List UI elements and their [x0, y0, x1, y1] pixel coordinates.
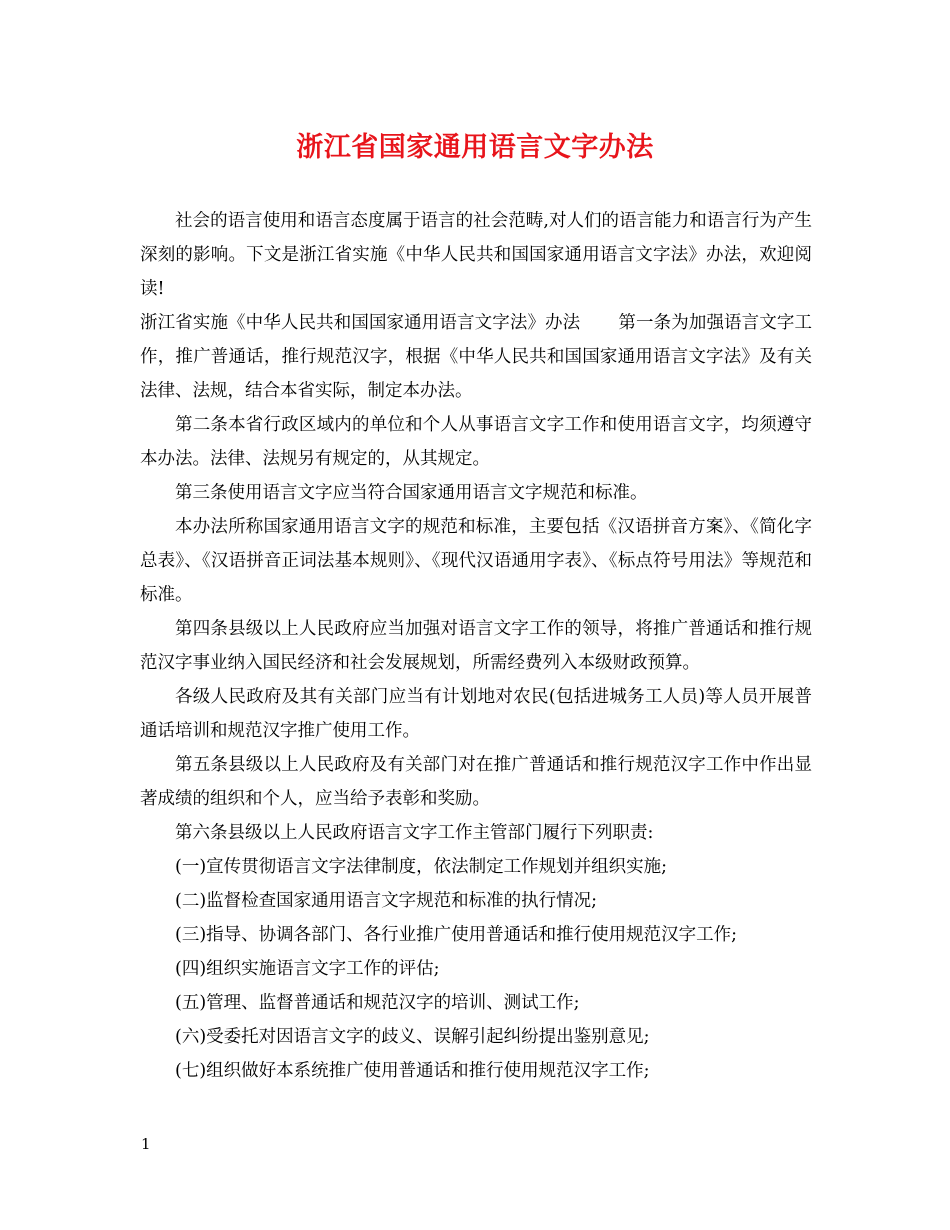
article-3-paragraph: 第三条使用语言文字应当符合国家通用语言文字规范和标准。 [175, 483, 648, 503]
duty-item-2: (二)监督检查国家通用语言文字规范和标准的执行情况; [175, 891, 598, 911]
article-1-text: 第一条为加强语言文字工作，推广普通话，推行规范汉字，根据《中华人民共和国国家通用语言文字法》及有关法律、法规，结合本省实际，制定本办法。 [140, 313, 813, 401]
document-title: 浙江省国家通用语言文字办法 [296, 132, 654, 163]
article-3-detail-paragraph: 本办法所称国家通用语言文字的规范和标准，主要包括《汉语拼音方案》、《简化字总表》、《汉语拼音正词法基本规则》、《现代汉语通用字表》、《标点符号用法》等规范和标准。 [140, 517, 812, 605]
law-heading: 浙江省实施《中华人民共和国国家通用语言文字法》办法 [140, 313, 581, 333]
intro-paragraph: 社会的语言使用和语言态度属于语言的社会范畴,对人们的语言能力和语言行为产生深刻的影响。下文是浙江省实施《中华人民共和国国家通用语言文字法》办法，欢迎阅读! [140, 211, 812, 299]
article-1-paragraph [140, 306, 812, 408]
article-4-detail-paragraph: 各级人民政府及其有关部门应当有计划地对农民(包括进城务工人员)等人员开展普通话培训和规范汉字推广使用工作。 [140, 687, 812, 741]
duty-item-7: (七)组织做好本系统推广使用普通话和推行使用规范汉字工作; [175, 1061, 650, 1081]
article-5-paragraph: 第五条县级以上人民政府及有关部门对在推广普通话和推行规范汉字工作中作出显著成绩的组织和个人，应当给予表彰和奖励。 [140, 755, 812, 809]
article-4-paragraph: 第四条县级以上人民政府应当加强对语言文字工作的领导，将推广普通话和推行规范汉字事业纳入国民经济和社会发展规划，所需经费列入本级财政预算。 [140, 619, 812, 673]
article-2-paragraph: 第二条本省行政区域内的单位和个人从事语言文字工作和使用语言文字，均须遵守本办法。法律、法规另有规定的，从其规定。 [140, 415, 812, 469]
duty-item-4: (四)组织实施语言文字工作的评估; [175, 959, 440, 979]
document-body [140, 204, 812, 1088]
duty-item-1: (一)宣传贯彻语言文字法律制度，依法制定工作规划并组织实施; [175, 857, 668, 877]
page-number: 1 [141, 1135, 151, 1153]
duty-item-3: (三)指导、协调各部门、各行业推广使用普通话和推行使用规范汉字工作; [175, 925, 738, 945]
duty-item-5: (五)管理、监督普通话和规范汉字的培训、测试工作; [175, 993, 580, 1013]
article-6-paragraph: 第六条县级以上人民政府语言文字工作主管部门履行下列职责: [175, 823, 654, 843]
duty-item-6: (六)受委托对因语言文字的歧义、误解引起纠纷提出鉴别意见; [175, 1027, 650, 1047]
